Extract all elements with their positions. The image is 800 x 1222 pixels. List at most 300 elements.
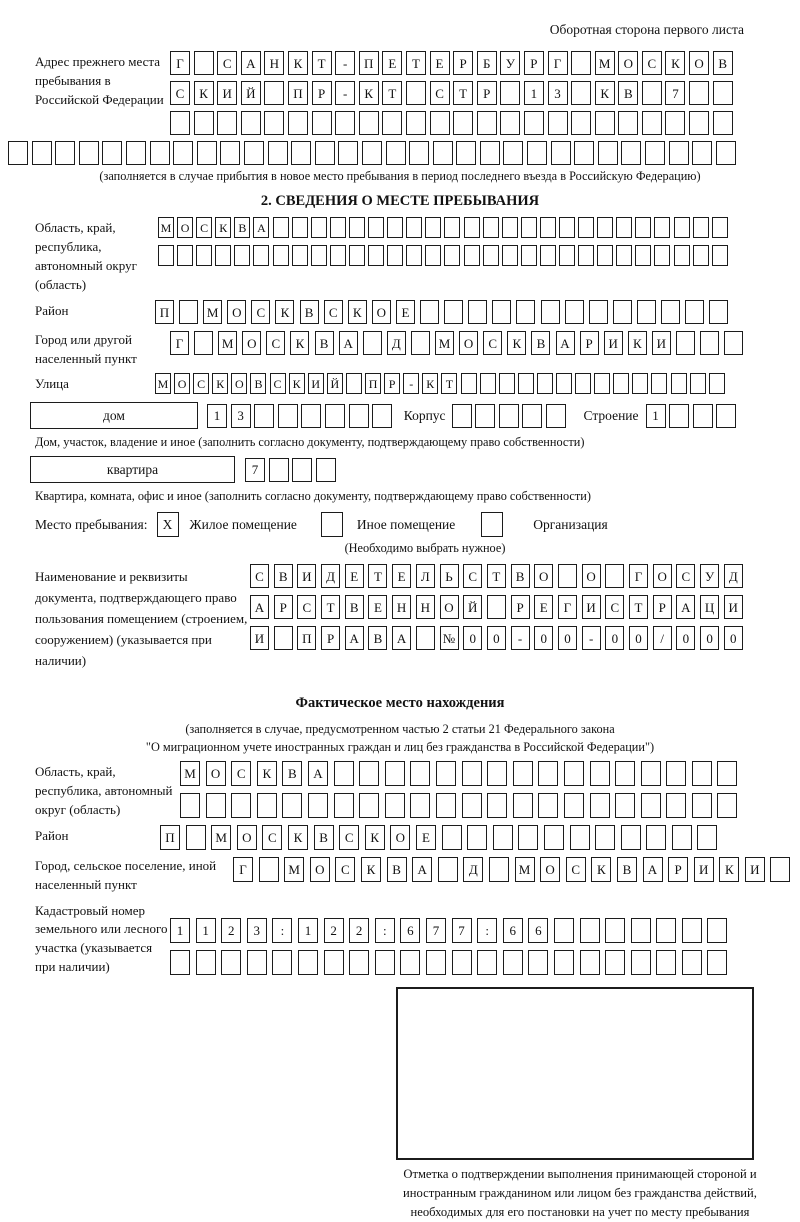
char-cell	[461, 373, 477, 394]
char-cell	[616, 245, 632, 266]
char-cell	[409, 141, 429, 165]
actual-district-label: Район	[35, 827, 69, 843]
char-cell	[385, 761, 405, 786]
char-cell: 1	[170, 918, 190, 943]
char-cell	[693, 245, 709, 266]
char-cell: Л	[416, 564, 435, 588]
char-cell	[247, 950, 267, 975]
char-cell	[605, 918, 625, 943]
char-cell	[654, 245, 670, 266]
char-cell: О	[534, 564, 553, 588]
char-cell	[516, 300, 535, 324]
char-cell: 7	[245, 458, 265, 482]
char-cell: М	[155, 373, 171, 394]
street-label: Улица	[35, 376, 69, 392]
page-header-note: Оборотная сторона первого листа	[549, 22, 744, 37]
char-cell	[173, 141, 193, 165]
char-cell: О	[689, 51, 709, 75]
char-cell	[268, 141, 288, 165]
residential-label: Жилое помещение	[189, 516, 297, 532]
stroenie-row	[646, 404, 740, 428]
char-cell: А	[643, 857, 663, 882]
char-cell	[693, 404, 713, 428]
char-cell: В	[531, 331, 550, 355]
actual-location-title: Фактическое место нахождения	[295, 695, 505, 712]
char-cell	[487, 595, 506, 619]
char-cell	[259, 857, 279, 882]
char-cell	[709, 373, 725, 394]
char-cell: О	[242, 331, 261, 355]
char-cell	[554, 918, 574, 943]
char-cell	[462, 761, 482, 786]
char-cell: И	[308, 373, 324, 394]
char-cell: В	[368, 626, 387, 650]
char-cell	[462, 793, 482, 818]
char-cell	[272, 950, 292, 975]
char-cell	[257, 793, 277, 818]
char-cell	[330, 217, 346, 238]
char-cell: А	[345, 626, 364, 650]
char-cell	[538, 761, 558, 786]
char-cell	[518, 373, 534, 394]
char-cell: Р	[653, 595, 672, 619]
prev-address-row-3	[170, 111, 736, 135]
char-cell: Р	[321, 626, 340, 650]
char-cell	[656, 918, 676, 943]
char-cell	[499, 404, 519, 428]
char-cell	[528, 950, 548, 975]
char-cell	[197, 141, 217, 165]
char-cell	[372, 404, 392, 428]
char-cell	[425, 245, 441, 266]
char-cell: С	[430, 81, 450, 105]
char-cell	[716, 404, 736, 428]
char-cell: В	[387, 857, 407, 882]
char-cell	[692, 793, 712, 818]
actual-region-row-2	[180, 793, 743, 818]
char-cell: К	[290, 331, 309, 355]
prev-address-block	[35, 51, 800, 135]
char-cell	[570, 825, 590, 850]
cadastral-label: Кадастровый номер земельного или лесного участка (указывается при наличии)	[35, 902, 168, 975]
char-cell	[464, 245, 480, 266]
char-cell: Е	[430, 51, 450, 75]
char-cell	[480, 141, 500, 165]
char-cell	[477, 950, 497, 975]
char-cell: 6	[528, 918, 548, 943]
char-cell	[635, 245, 651, 266]
char-cell	[308, 793, 328, 818]
city-block	[35, 329, 800, 369]
char-cell: -	[335, 51, 355, 75]
char-cell	[635, 217, 651, 238]
char-cell: №	[440, 626, 459, 650]
char-cell: Г	[548, 51, 568, 75]
char-cell: П	[297, 626, 316, 650]
char-cell	[244, 141, 264, 165]
char-cell: Р	[312, 81, 332, 105]
char-cell	[503, 950, 523, 975]
char-cell: К	[507, 331, 526, 355]
char-cell: -	[582, 626, 601, 650]
char-cell	[220, 141, 240, 165]
char-cell: П	[155, 300, 174, 324]
char-cell: В	[234, 217, 250, 238]
char-cell	[387, 245, 403, 266]
char-cell: Й	[463, 595, 482, 619]
char-cell: Р	[477, 81, 497, 105]
char-cell	[571, 51, 591, 75]
char-cell: 0	[558, 626, 577, 650]
char-cell: Т	[321, 595, 340, 619]
char-cell	[264, 111, 284, 135]
char-cell: О	[653, 564, 672, 588]
char-cell	[700, 331, 719, 355]
district-block	[35, 300, 800, 324]
char-cell	[717, 793, 737, 818]
char-cell	[613, 373, 629, 394]
char-cell	[483, 217, 499, 238]
char-cell: 2	[221, 918, 241, 943]
char-cell	[661, 300, 680, 324]
char-cell	[690, 373, 706, 394]
char-cell: О	[231, 373, 247, 394]
char-cell	[615, 793, 635, 818]
actual-region-label: Область, край, республика, автономный округ (область)	[35, 764, 173, 817]
char-cell	[362, 141, 382, 165]
prev-address-row-1	[170, 51, 736, 75]
char-cell	[518, 825, 538, 850]
char-cell	[551, 141, 571, 165]
char-cell	[556, 373, 572, 394]
char-cell	[311, 217, 327, 238]
char-cell	[433, 141, 453, 165]
char-cell	[641, 761, 661, 786]
char-cell: П	[288, 81, 308, 105]
char-cell: О	[177, 217, 193, 238]
char-cell	[665, 111, 685, 135]
char-cell	[186, 825, 206, 850]
char-cell: И	[217, 81, 237, 105]
char-cell: 6	[400, 918, 420, 943]
char-cell	[707, 918, 727, 943]
char-cell: М	[435, 331, 454, 355]
actual-location-note-2: "О миграционном учете иностранных граждан и лиц без гражданства в Российской Федерации")	[145, 740, 655, 755]
document-label: Наименование и реквизиты документа, подтверждающего право пользования помещением (строением, сооружением) (указывается при наличии)	[35, 569, 248, 669]
char-cell	[502, 217, 518, 238]
other-premises-label: Иное помещение	[356, 516, 456, 532]
char-cell: О	[206, 761, 226, 786]
char-cell	[387, 217, 403, 238]
char-cell	[483, 245, 499, 266]
city-label: Город или другой населенный пункт	[35, 332, 137, 367]
char-cell	[430, 111, 450, 135]
char-cell	[194, 111, 214, 135]
char-cell	[540, 217, 556, 238]
actual-city-block	[35, 855, 800, 895]
char-cell	[349, 404, 369, 428]
char-cell	[425, 217, 441, 238]
document-row-3	[250, 626, 747, 650]
char-cell	[291, 141, 311, 165]
char-cell	[324, 950, 344, 975]
char-cell	[712, 245, 728, 266]
char-cell: С	[463, 564, 482, 588]
char-cell	[597, 245, 613, 266]
char-cell	[416, 626, 435, 650]
char-cell: 1	[207, 404, 227, 428]
prev-address-row-4	[8, 141, 800, 165]
city-row	[170, 331, 748, 355]
char-cell	[253, 245, 269, 266]
char-cell: -	[403, 373, 419, 394]
street-block	[35, 373, 800, 394]
char-cell	[631, 918, 651, 943]
char-cell	[368, 245, 384, 266]
char-cell: 7	[426, 918, 446, 943]
char-cell: С	[231, 761, 251, 786]
char-cell: В	[511, 564, 530, 588]
char-cell: 6	[503, 918, 523, 943]
char-cell	[349, 217, 365, 238]
char-cell	[467, 825, 487, 850]
char-cell: И	[724, 595, 743, 619]
char-cell	[598, 141, 618, 165]
char-cell	[724, 331, 743, 355]
char-cell: А	[339, 331, 358, 355]
house-note: Дом, участок, владение и иное (заполнить согласно документу, подтверждающему право собственности)	[35, 435, 585, 450]
char-cell	[693, 217, 709, 238]
char-cell: :	[477, 918, 497, 943]
actual-city-row	[233, 857, 796, 882]
char-cell	[492, 300, 511, 324]
confirmation-stamp-box	[396, 987, 754, 1160]
char-cell	[641, 793, 661, 818]
char-cell: А	[241, 51, 261, 75]
char-cell	[278, 404, 298, 428]
char-cell	[316, 458, 336, 482]
char-cell: К	[275, 300, 294, 324]
char-cell	[642, 81, 662, 105]
char-cell: 0	[676, 626, 695, 650]
char-cell: Е	[396, 300, 415, 324]
char-cell	[621, 141, 641, 165]
char-cell: А	[250, 595, 269, 619]
actual-city-label: Город, сельское поселение, иной населенный пункт	[35, 857, 217, 892]
char-cell	[537, 373, 553, 394]
char-cell	[580, 950, 600, 975]
char-cell	[273, 217, 289, 238]
char-cell: К	[212, 373, 228, 394]
char-cell	[385, 793, 405, 818]
char-cell: К	[365, 825, 385, 850]
char-cell: С	[642, 51, 662, 75]
char-cell	[618, 111, 638, 135]
char-cell	[273, 245, 289, 266]
char-cell	[682, 950, 702, 975]
char-cell	[206, 793, 226, 818]
char-cell: В	[713, 51, 733, 75]
char-cell: -	[335, 81, 355, 105]
char-cell: Т	[629, 595, 648, 619]
char-cell: Е	[368, 595, 387, 619]
char-cell	[102, 141, 122, 165]
char-cell	[578, 245, 594, 266]
char-cell: И	[582, 595, 601, 619]
char-cell: О	[582, 564, 601, 588]
char-cell	[32, 141, 52, 165]
char-cell	[420, 300, 439, 324]
char-cell	[685, 300, 704, 324]
char-cell: 0	[629, 626, 648, 650]
char-cell	[335, 111, 355, 135]
char-cell: Д	[463, 857, 483, 882]
char-cell: Д	[387, 331, 406, 355]
char-cell	[194, 331, 213, 355]
char-cell	[436, 793, 456, 818]
korpus-label: Корпус	[403, 407, 446, 423]
char-cell	[565, 300, 584, 324]
char-cell: К	[194, 81, 214, 105]
char-cell	[605, 950, 625, 975]
char-cell: М	[211, 825, 231, 850]
char-cell	[575, 373, 591, 394]
char-cell	[521, 217, 537, 238]
char-cell: Р	[524, 51, 544, 75]
char-cell: М	[158, 217, 174, 238]
char-cell: Ц	[700, 595, 719, 619]
char-cell	[564, 793, 584, 818]
house-number-row	[207, 404, 396, 428]
char-cell	[538, 793, 558, 818]
char-cell	[548, 111, 568, 135]
char-cell: М	[218, 331, 237, 355]
cadastral-row-1	[170, 918, 733, 943]
char-cell: Й	[327, 373, 343, 394]
char-cell: К	[591, 857, 611, 882]
char-cell	[177, 245, 193, 266]
char-cell: И	[652, 331, 671, 355]
char-cell: 0	[463, 626, 482, 650]
char-cell	[558, 564, 577, 588]
char-cell	[613, 300, 632, 324]
char-cell	[346, 373, 362, 394]
char-cell	[288, 111, 308, 135]
char-cell	[330, 245, 346, 266]
char-cell	[325, 404, 345, 428]
char-cell: 3	[231, 404, 251, 428]
char-cell: Т	[382, 81, 402, 105]
char-cell	[656, 950, 676, 975]
char-cell	[676, 331, 695, 355]
char-cell	[646, 825, 666, 850]
char-cell: Р	[384, 373, 400, 394]
char-cell: К	[215, 217, 231, 238]
char-cell	[554, 950, 574, 975]
char-cell	[692, 761, 712, 786]
apartment-box-label: квартира	[30, 456, 235, 483]
char-cell	[241, 111, 261, 135]
char-cell: С	[335, 857, 355, 882]
char-cell: Г	[170, 331, 189, 355]
char-cell	[595, 825, 615, 850]
char-cell	[546, 404, 566, 428]
char-cell: Р	[580, 331, 599, 355]
char-cell: К	[361, 857, 381, 882]
char-cell: П	[359, 51, 379, 75]
char-cell: К	[289, 373, 305, 394]
char-cell	[544, 825, 564, 850]
prev-address-label: Адрес прежнего места пребывания в Российской Федерации	[35, 54, 164, 107]
char-cell	[651, 373, 667, 394]
char-cell	[312, 111, 332, 135]
organization-checkbox	[481, 512, 503, 537]
char-cell	[692, 141, 712, 165]
section2-title: 2. СВЕДЕНИЯ О МЕСТЕ ПРЕБЫВАНИЯ	[260, 193, 540, 209]
char-cell	[292, 458, 312, 482]
char-cell: С	[483, 331, 502, 355]
char-cell	[410, 761, 430, 786]
char-cell	[489, 857, 509, 882]
document-block	[35, 564, 800, 671]
char-cell	[674, 245, 690, 266]
stroenie-label: Строение	[583, 407, 639, 423]
char-cell: С	[605, 595, 624, 619]
char-cell	[158, 245, 174, 266]
char-cell: 1	[196, 918, 216, 943]
char-cell	[234, 245, 250, 266]
char-cell	[411, 331, 430, 355]
cadastral-block	[35, 900, 800, 977]
char-cell	[215, 245, 231, 266]
char-cell: И	[297, 564, 316, 588]
char-cell	[406, 245, 422, 266]
char-cell	[264, 81, 284, 105]
char-cell	[689, 111, 709, 135]
char-cell: Р	[453, 51, 473, 75]
char-cell	[709, 300, 728, 324]
char-cell	[522, 404, 542, 428]
char-cell	[456, 141, 476, 165]
confirmation-stamp-caption: Отметка о подтверждении выполнения принимающей стороной и иностранным гражданином или лицом без гражданства действий, необходимых для его постановки на учет по месту пребывания	[403, 1166, 757, 1219]
char-cell	[669, 404, 689, 428]
char-cell	[217, 111, 237, 135]
char-cell: 3	[548, 81, 568, 105]
char-cell: Е	[382, 51, 402, 75]
actual-region-row-1	[180, 761, 743, 786]
char-cell: 1	[524, 81, 544, 105]
char-cell	[595, 111, 615, 135]
char-cell: Б	[477, 51, 497, 75]
char-cell	[382, 111, 402, 135]
char-cell	[406, 81, 426, 105]
char-cell: С	[324, 300, 343, 324]
actual-region-block	[35, 761, 800, 820]
char-cell: И	[694, 857, 714, 882]
char-cell	[580, 918, 600, 943]
stay-type-note: (Необходимо выбрать нужное)	[344, 541, 506, 556]
char-cell: Н	[416, 595, 435, 619]
char-cell	[298, 950, 318, 975]
char-cell	[334, 793, 354, 818]
char-cell: 7	[452, 918, 472, 943]
char-cell	[654, 217, 670, 238]
char-cell	[513, 793, 533, 818]
char-cell: У	[700, 564, 719, 588]
street-row	[155, 373, 728, 394]
char-cell: В	[250, 373, 266, 394]
char-cell	[713, 111, 733, 135]
